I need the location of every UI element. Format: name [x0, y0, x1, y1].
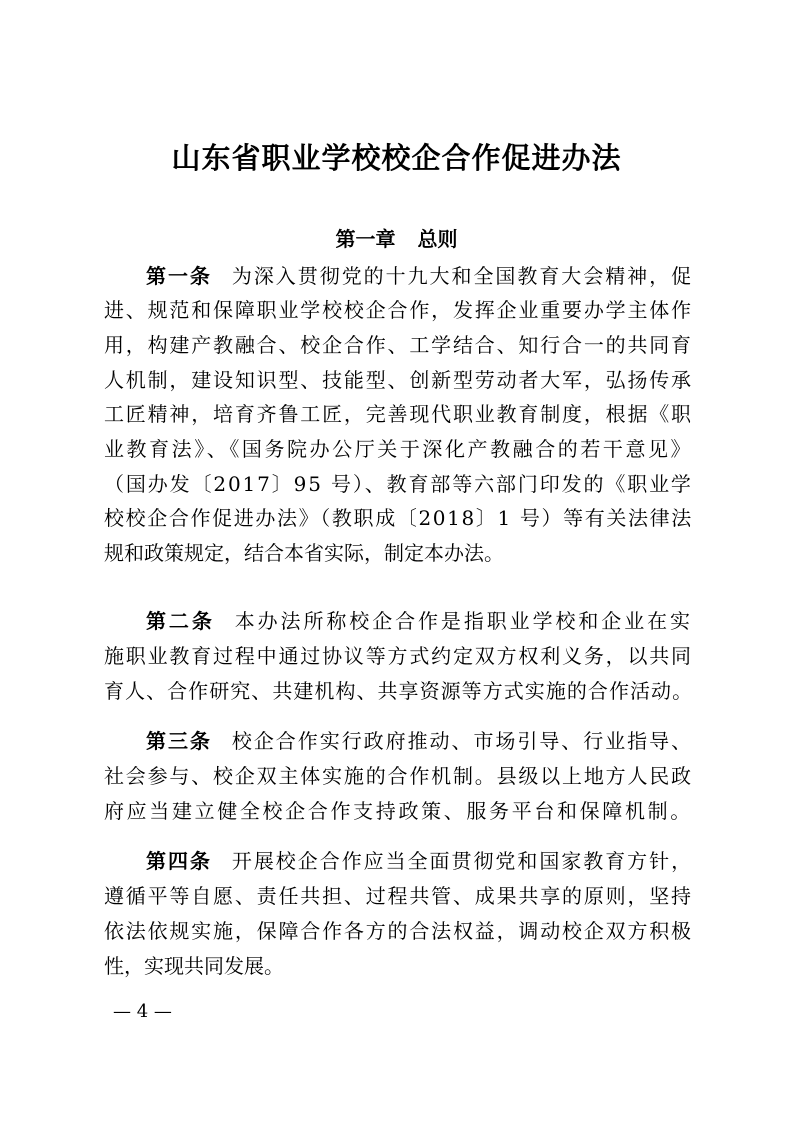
- article-1-line-2: 进、规范和保障职业学校校企合作，发挥企业重要办学主体作: [104, 298, 693, 322]
- article-1-text: 为深入贯彻党的十九大和全国教育大会精神，促: [231, 264, 694, 288]
- article-4-label: 第四条: [146, 849, 212, 873]
- article-4-line-2: 遵循平等自愿、责任共担、过程共管、成果共享的原则，坚持: [104, 884, 693, 908]
- article-4-text: 开展校企合作应当全面贯彻党和国家教育方针，: [231, 849, 694, 873]
- document-title: 山东省职业学校校企合作促进办法: [171, 141, 622, 175]
- article-1-line-3: 用，构建产教融合、校企合作、工学结合、知行合一的共同育: [104, 333, 693, 357]
- chapter-heading: [0, 226, 793, 252]
- article-1-line-6: 业教育法》、《国务院办公厅关于深化产教融合的若干意见》: [104, 437, 694, 461]
- article-1-line-7: （国办发〔2017〕95 号）、教育部等六部门印发的《职业学: [104, 472, 693, 496]
- article-3-label: 第三条: [146, 729, 212, 753]
- article-2-line-1: [146, 605, 693, 637]
- article-1-label: 第一条: [146, 264, 212, 288]
- article-3-line-1: [146, 725, 693, 757]
- article-1-line-5: 工匠精神，培育齐鲁工匠，完善现代职业教育制度，根据《职: [104, 402, 693, 426]
- article-4-line-3: 依法依规实施，保障合作各方的合法权益，调动校企双方积极: [104, 919, 693, 943]
- article-4-line-4: 性，实现共同发展。: [104, 954, 284, 978]
- article-1-line-4: 人机制，建设知识型、技能型、创新型劳动者大军，弘扬传承: [104, 368, 693, 392]
- article-2-label: 第二条: [146, 609, 215, 633]
- page-number: — 4 —: [113, 1001, 172, 1022]
- article-3-line-3: 府应当建立健全校企合作支持政策、服务平台和保障机制。: [104, 799, 693, 823]
- article-3-line-2: 社会参与、校企双主体实施的合作机制。县级以上地方人民政: [104, 764, 693, 788]
- chapter-label: 第一章: [335, 227, 396, 251]
- article-1-line-8: 校校企合作促进办法》（教职成〔2018〕1 号）等有关法律法: [104, 506, 693, 530]
- article-3-text: 校企合作实行政府推动、市场引导、行业指导、: [231, 729, 694, 753]
- article-2-line-2: 施职业教育过程中通过协议等方式约定双方权利义务，以共同: [104, 644, 693, 668]
- article-1-line-1: [146, 260, 693, 292]
- article-2-text: 本办法所称校企合作是指职业学校和企业在实: [234, 609, 693, 633]
- article-2-line-3: 育人、合作研究、共建机构、共享资源等方式实施的合作活动。: [104, 679, 694, 703]
- article-1-line-9: 规和政策规定，结合本省实际，制定本办法。: [104, 541, 504, 565]
- chapter-name: 总则: [417, 227, 458, 251]
- article-4-line-1: [146, 845, 693, 877]
